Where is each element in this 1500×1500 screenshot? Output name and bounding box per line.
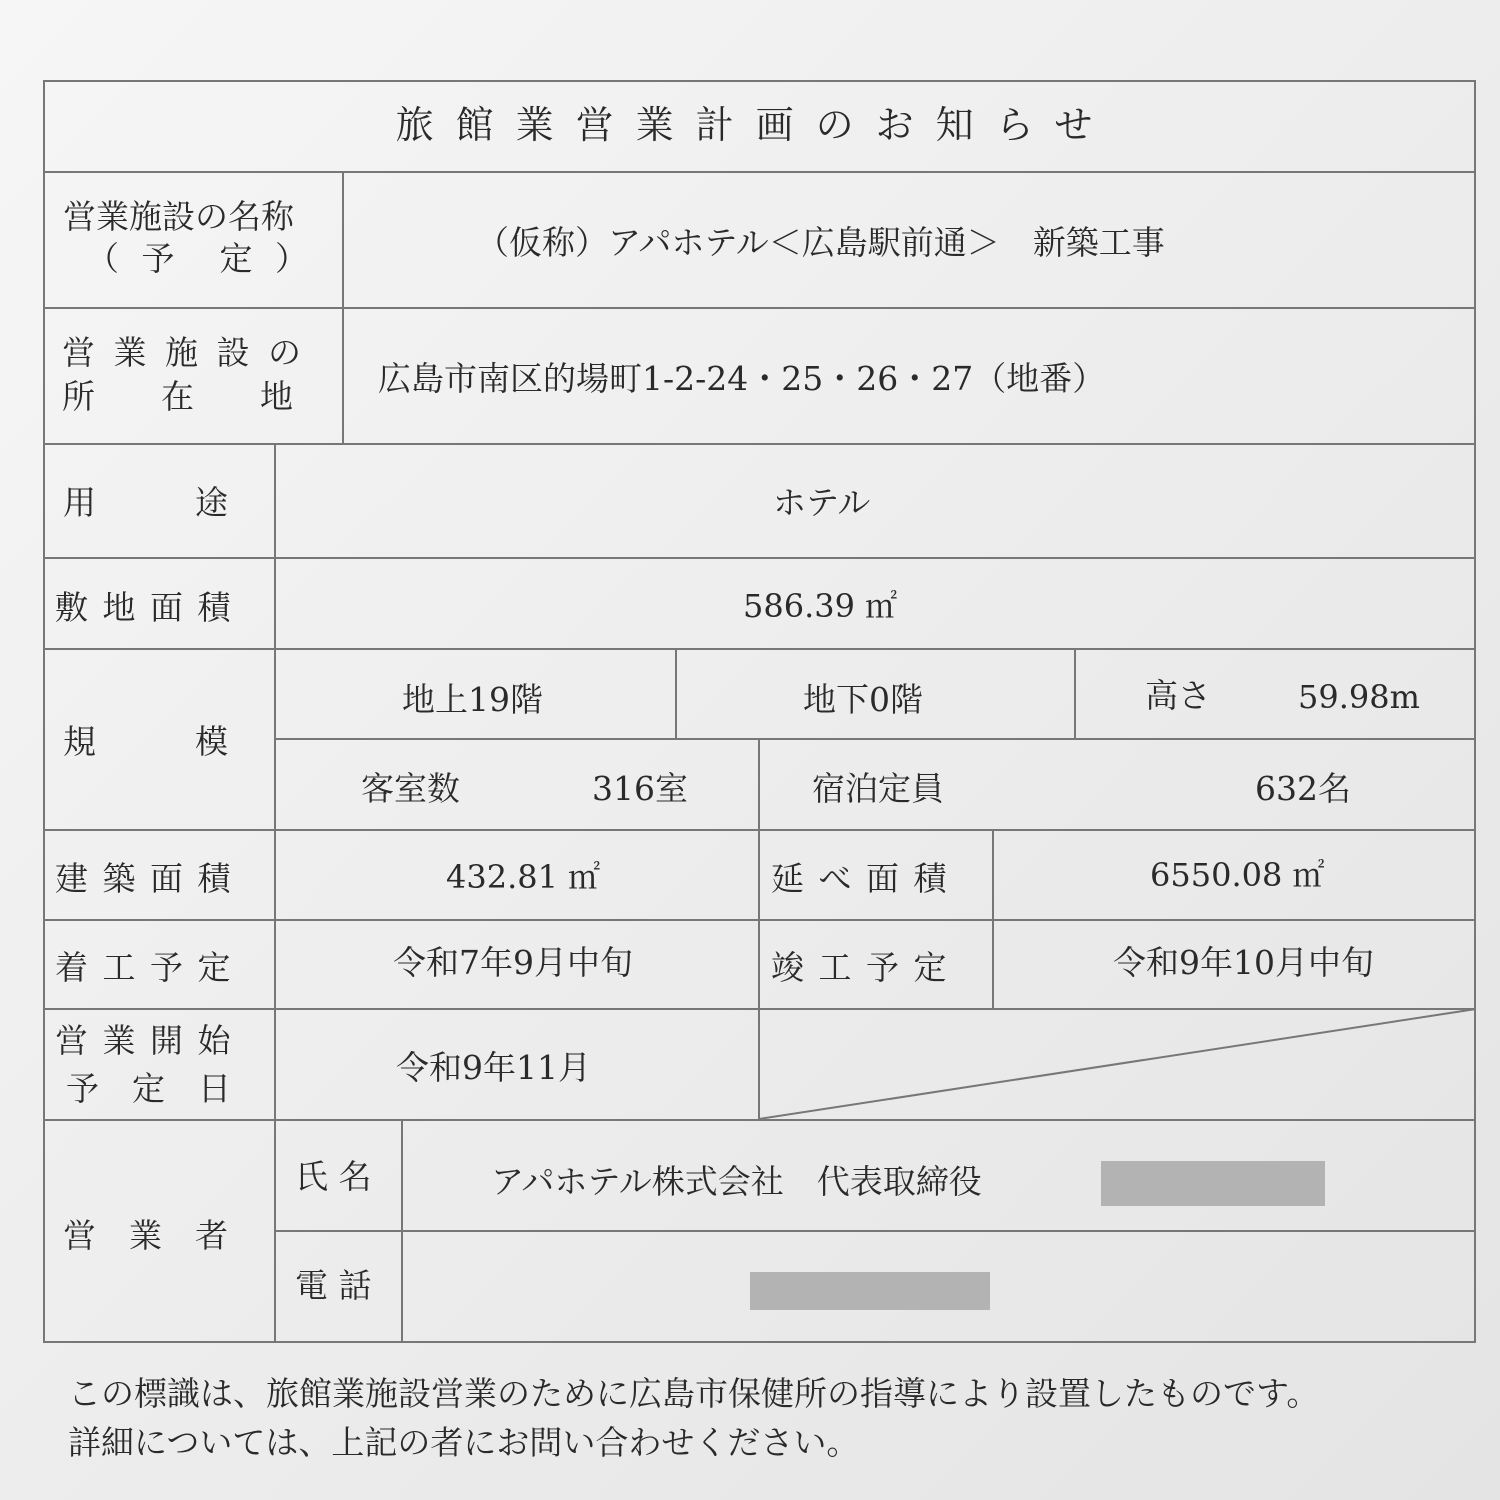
opening-label-sub: 予 定 日 [66, 1069, 231, 1108]
usage-label: 用 途 [63, 483, 228, 522]
site-area-label: 敷 地 面 積 [55, 588, 233, 627]
operator-name-value: アパホテル株式会社 代表取締役 [491, 1162, 982, 1201]
height-value: 59.98m [1298, 678, 1420, 716]
usage-value: ホテル [773, 483, 871, 522]
capacity-label: 宿泊定員 [812, 769, 944, 808]
height-label: 高さ [1145, 676, 1211, 715]
opening-label: 営 業 開 始 [55, 1021, 233, 1060]
location-label-sub: 所 在 地 [62, 377, 293, 416]
footer-line-2: 詳細については、上記の者にお問い合わせください。 [68, 1423, 860, 1462]
opening-value: 令和9年11月 [396, 1048, 591, 1087]
completion-value: 令和9年10月中旬 [1113, 943, 1374, 982]
total-floor-area-label: 延 べ 面 積 [771, 859, 949, 898]
site-area-value: 586.39 ㎡ [743, 587, 898, 625]
rooms-label: 客室数 [361, 769, 460, 808]
operator-phone-label: 電 話 [295, 1266, 372, 1305]
completion-label: 竣 工 予 定 [771, 948, 949, 987]
capacity-value: 632名 [1255, 769, 1351, 808]
facility-name-label: 営業施設の名称 [63, 197, 294, 236]
location-label: 営 業 施 設 の [62, 333, 305, 372]
operator-phone-redaction [750, 1272, 990, 1310]
facility-name-label-sub: （ 予 定 ） [86, 239, 314, 278]
construction-start-label: 着 工 予 定 [55, 948, 233, 987]
total-floor-area-value: 6550.08 ㎡ [1150, 856, 1325, 894]
operator-name-label: 氏 名 [295, 1157, 372, 1196]
operator-label: 営 業 者 [63, 1216, 228, 1255]
operator-name-redaction [1101, 1161, 1325, 1206]
scale-label: 規 模 [63, 722, 228, 761]
footer-line-1: この標識は、旅館業施設営業のために広島市保健所の指導により設置したものです。 [68, 1374, 1320, 1413]
facility-name-value: （仮称）アパホテル＜広島駅前通＞ 新築工事 [476, 223, 1165, 262]
notice-title: 旅館業営業計画のお知らせ [395, 103, 1115, 147]
floors-above: 地上19階 [402, 680, 543, 719]
floors-below: 地下0階 [803, 680, 923, 719]
location-value: 広島市南区的場町1-2-24・25・26・27（地番） [378, 359, 1106, 398]
construction-start-value: 令和7年9月中旬 [393, 943, 633, 982]
building-area-value: 432.81 ㎡ [446, 858, 601, 896]
building-area-label: 建 築 面 積 [55, 859, 233, 898]
rooms-value: 316室 [592, 769, 688, 808]
